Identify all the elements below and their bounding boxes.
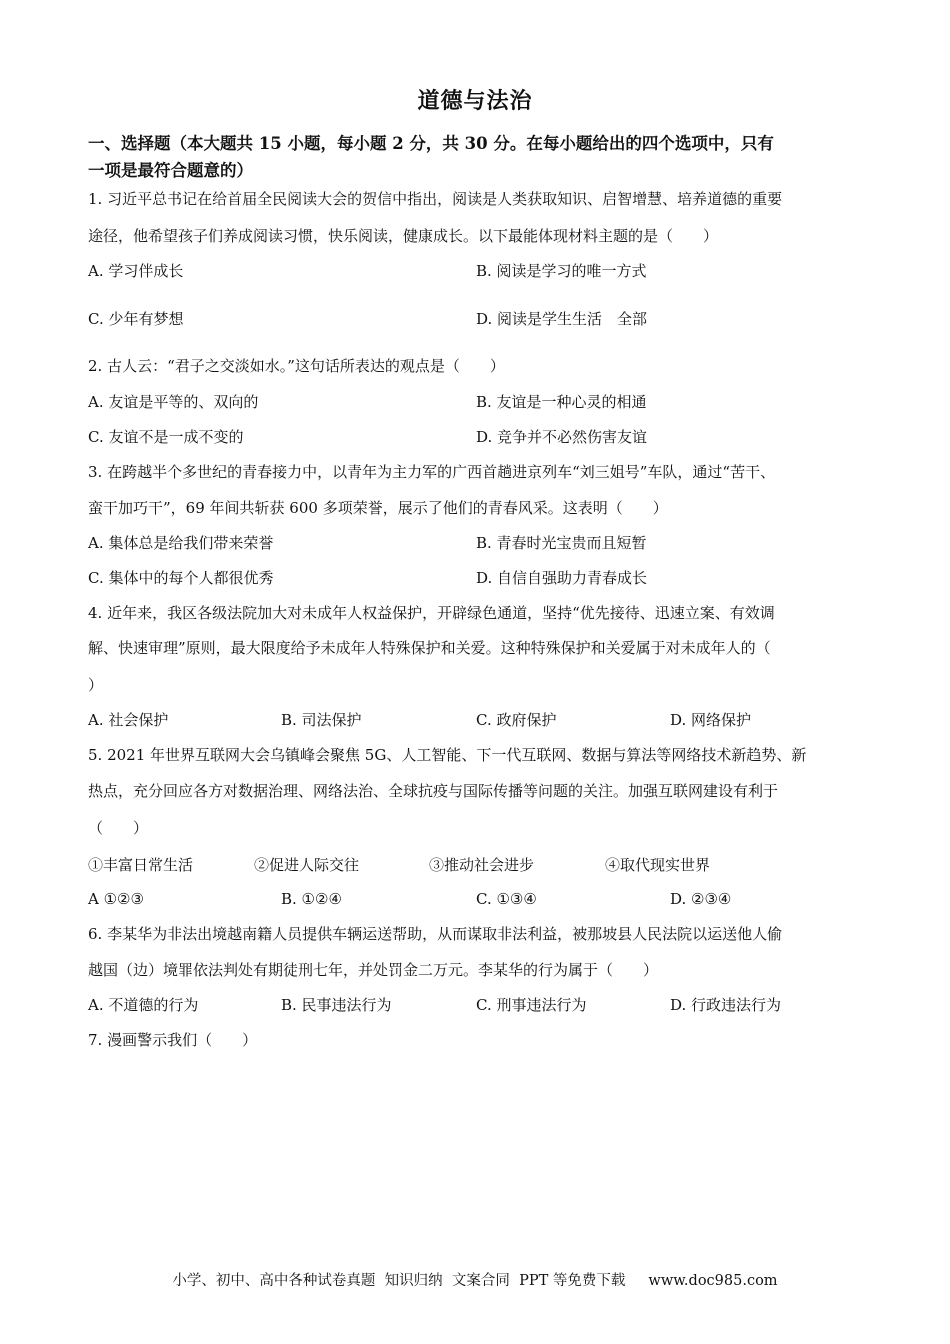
question-5-item-4: ④取代现实世界 <box>605 856 711 874</box>
question-1-option-a: A. 学习伴成长 <box>88 262 184 280</box>
question-3-text-line2: 蛮干加巧干”，69 年间共斩获 600 多项荣誉，展示了他们的青春风采。这表明（ ） <box>88 499 668 517</box>
question-2-option-b: B. 友谊是一种心灵的相通 <box>476 393 647 411</box>
question-4-text-line3: ） <box>88 676 104 694</box>
question-5-option-b: B. ①②④ <box>281 890 342 908</box>
question-5-text-line1: 5. 2021 年世界互联网大会乌镇峰会聚焦 5G、人工智能、下一代互联网、数据与算法等网络技术新趋势、新 <box>88 746 807 764</box>
section-heading-line2: 一项是最符合题意的） <box>88 161 253 180</box>
question-4-option-d: D. 网络保护 <box>670 711 752 729</box>
question-5-option-d: D. ②③④ <box>670 890 732 908</box>
question-2-option-d: D. 竞争并不必然伤害友谊 <box>476 428 648 446</box>
question-5-option-a: A ①②③ <box>88 890 144 908</box>
question-1-text-line2: 途径，他希望孩子们养成阅读习惯，快乐阅读，健康成长。以下最能体现材料主题的是（ ） <box>88 227 719 245</box>
question-4-text-line1: 4. 近年来，我区各级法院加大对未成年人权益保护，开辟绿色通道，坚持“优先接待、迅速立案、有效调 <box>88 604 775 622</box>
question-1-option-c: C. 少年有梦想 <box>88 310 184 328</box>
question-6-text-line1: 6. 李某华为非法出境越南籍人员提供车辆运送帮助，从而谋取非法利益，被那坡县人民法院以运送他人偷 <box>88 925 783 943</box>
question-4-option-a: A. 社会保护 <box>88 711 169 729</box>
question-1-text-line1: 1. 习近平总书记在给首届全民阅读大会的贺信中指出，阅读是人类获取知识、启智增慧、培养道德的重要 <box>88 190 783 208</box>
section-heading-line1: 一、选择题（本大题共 15 小题，每小题 2 分，共 30 分。在每小题给出的四个选项中，只有 <box>88 134 774 153</box>
question-5-item-1: ①丰富日常生活 <box>88 856 194 874</box>
question-4-option-b: B. 司法保护 <box>281 711 362 729</box>
question-1-option-d: D. 阅读是学生生活 全部 <box>476 310 648 328</box>
question-7-text-line1: 7. 漫画警示我们（ ） <box>88 1031 258 1049</box>
question-4-option-c: C. 政府保护 <box>476 711 557 729</box>
question-3-option-a: A. 集体总是给我们带来荣誉 <box>88 534 274 552</box>
question-4-text-line2: 解、快速审理”原则，最大限度给予未成年人特殊保护和关爱。这种特殊保护和关爱属于对未成年人的（ <box>88 639 771 657</box>
question-6-option-d: D. 行政违法行为 <box>670 996 782 1014</box>
question-6-option-b: B. 民事违法行为 <box>281 996 392 1014</box>
question-5-item-3: ③推动社会进步 <box>429 856 535 874</box>
question-5-option-c: C. ①③④ <box>476 890 537 908</box>
question-2-option-c: C. 友谊不是一成不变的 <box>88 428 244 446</box>
page-footer: 小学、初中、高中各种试卷真题 知识归纳 文案合同 PPT 等免费下载 www.doc985.com <box>172 1273 778 1289</box>
page-title: 道德与法治 <box>417 88 533 114</box>
question-6-option-a: A. 不道德的行为 <box>88 996 199 1014</box>
question-3-option-d: D. 自信自强助力青春成长 <box>476 569 648 587</box>
question-5-item-2: ②促进人际交往 <box>254 856 360 874</box>
question-3-text-line1: 3. 在跨越半个多世纪的青春接力中，以青年为主力军的广西首趟进京列车“刘三姐号”车队，通过“苦干、 <box>88 463 776 481</box>
question-1-option-b: B. 阅读是学习的唯一方式 <box>476 262 647 280</box>
question-6-option-c: C. 刑事违法行为 <box>476 996 587 1014</box>
question-6-text-line2: 越国（边）境罪依法判处有期徒刑七年，并处罚金二万元。李某华的行为属于（ ） <box>88 961 659 979</box>
question-2-option-a: A. 友谊是平等的、双向的 <box>88 393 259 411</box>
question-5-text-line2: 热点，充分回应各方对数据治理、网络法治、全球抗疫与国际传播等问题的关注。加强互联网建设有利于 <box>88 782 779 800</box>
question-3-option-b: B. 青春时光宝贵而且短暂 <box>476 534 647 552</box>
question-5-text-line3: （ ） <box>88 819 149 837</box>
question-3-option-c: C. 集体中的每个人都很优秀 <box>88 569 274 587</box>
question-2-text-line1: 2. 古人云：“君子之交淡如水。”这句话所表达的观点是（ ） <box>88 357 505 375</box>
